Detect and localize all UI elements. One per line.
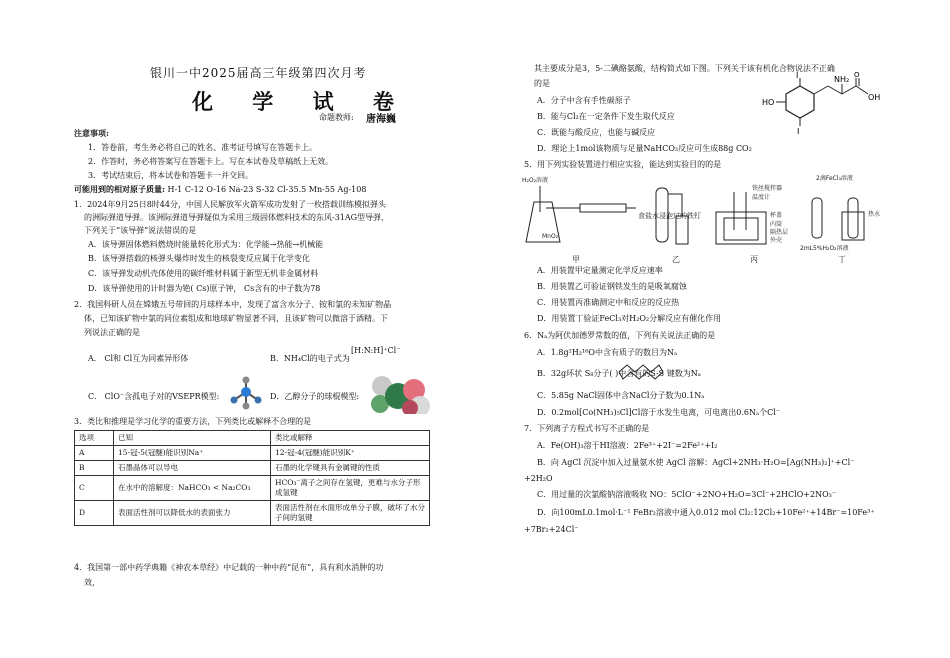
table-header-row [75,431,430,446]
note-item: 1．答卷前，考生务必将自己的姓名、准考证号填写在答题卡上。 [88,143,318,152]
nh4cl-electron-formula: [H:N:H]⁺Cl⁻ [351,346,401,355]
label-h2o2b: 2mL5%H₂O₂溶液 [800,245,849,252]
q5-option-c: C．用装置丙准确测定中和反应的反应热 [537,298,680,307]
q4-option-c: C．既能与酸反应，也能与碱反应 [537,128,656,137]
q1-option-c: C．该导弹发动机壳体使用的碳纤维材料属于新型无机非金属材料 [88,269,319,278]
q6-option-a: A．1.8g²H₂¹⁶O中含有质子的数目为Nₐ [537,348,678,357]
label-inner: 内筒 [770,221,783,228]
q7-option-a: A．Fe(OH)₃溶于HI溶液：2Fe³⁺+2I⁻=2Fe²⁺+I₂ [537,441,718,450]
s8-ring-icon [617,362,665,382]
label-h2o2: H₂O₂溶液 [522,177,549,184]
struct-atom-label: NH₂ [834,75,850,84]
table-cell: 石墨晶体可以导电 [114,461,271,476]
q6-option-d: D．0.2mol[Co(NH₃)₅Cl]Cl溶于水发生电离，可电离出0.6Nₐ个Cl⁻ [537,408,780,417]
label-insul: 隔热层 [770,229,789,236]
q7-option-d: D．向100mL0.1mol·L⁻¹ FeBr₂溶液中通入0.012 mol Cl₂:12Cl₂+10Fe²⁺+14Br⁻=10Fe³⁺ [537,508,875,517]
q1-option-a: A．该导弹固体燃料燃烧时能量转化形式为：化学能→热能→机械能 [88,240,324,249]
atomic-mass-label: 可能用到的相对原子质量: [74,184,165,194]
q4-stem-line: 效， [84,578,100,587]
subject-title: 化 学 试 卷 [192,89,410,114]
q4-stem-line: 4．我国第一部中药学典籍《神农本草经》中记载的一种中药“昆布”，具有利水消肿的功 [74,563,384,572]
table-cell: 在水中的溶解度：NaHCO₃ < Na₂CO₃ [114,476,271,501]
caption-yi: 乙 [672,255,680,264]
author-label: 命题教师: [319,113,354,122]
diiodotyrosine-structure [760,72,900,134]
q7-option-b-cont: +2H₂O [524,474,553,483]
ethanol-ball-stick-model [368,372,432,414]
q1-option-d: D．该导弹使用的计时器为铯( Cs)原子钟， Cs含有的中子数为78 [88,284,321,293]
table-cell: D [75,501,114,526]
table-cell: A [75,446,114,461]
q5-apparatus-figure [520,172,890,264]
q3-stem: 3．类比和推理是学习化学的重要方法，下列类比或解释不合理的是 [74,417,312,426]
q2-stem-line: 体，已知该矿物中氯的同位素组成和地球矿物显著不同，且该矿物可以微溶于酒精。下 [84,314,388,323]
struct-atom-label: HO [762,98,775,107]
exam-title: 银川一中2025届高三年级第四次月考 [150,66,367,80]
q7-option-d-cont: +7Br₂+24Cl⁻ [524,525,579,534]
q1-stem-line: 下列关于“该导弹”说法错误的是 [84,226,197,235]
label-fecl3: 2滴FeCl₃溶液 [816,175,853,182]
caption-jia: 甲 [572,255,580,264]
notes-heading: 注意事项: [74,128,109,138]
q4-option-d: D．理论上1mol该物质与足量NaHCO₃反应可生成88g CO₂ [537,144,752,153]
table-header: 已知 [114,431,271,446]
table-cell: 15-冠-5(冠醚)能识别Na⁺ [114,446,271,461]
q5-stem: 5．用下列实验装置进行相应实验，能达到实验目的的是 [524,160,722,169]
q6-stem: 6．Nₐ为阿伏加德罗常数的值，下列有关说法正确的是 [524,331,716,340]
note-item: 2．作答时，务必将答案写在答题卡上。写在本试卷及草稿纸上无效。 [88,157,334,166]
label-nail: 食盐水浸泡过的铁钉 [638,212,701,220]
q4-cont-line: 其主要成分是3，5-二碘酪氨酸，结构简式如下图。下列关于该有机化合物说法不正确 [534,64,835,73]
label-hotwater: 热水 [868,211,881,218]
label-mno2: MnO₂ [542,233,559,240]
table-cell: C [75,476,114,501]
q7-option-b: B．向 AgCl 沉淀中加入过量氨水使 AgCl 溶解：AgCl+2NH₃·H₂O=[Ag(NH₃)₂]⁺+Cl⁻ [537,458,855,467]
q7-option-c: C．用过量的次氯酸钠溶液吸收 NO：5ClO⁻+2NO+H₂O=3Cl⁻+2HClO+2NO₃⁻ [537,490,837,499]
q4-option-b: B．能与Cl₂在一定条件下发生取代反应 [537,112,675,121]
struct-atom-label: I [797,127,800,134]
q1-stem-line: 1．2024年9月25日8时44分，中国人民解放军火箭军成功发射了一枚搭载训练模拟弹头 [74,200,386,209]
q2-option-a: A． Cl和 Cl互为同素异形体 [88,354,189,363]
table-cell: 表面活性剂可以降低水的表面张力 [114,501,271,526]
table-cell: 石墨的化学键具有金属键的性质 [271,461,430,476]
q6-option-b: B．32g环状 S₈分子( )中含有的S-S 键数为Nₐ [537,369,701,378]
atomic-mass-values: H-1 C-12 O-16 Na-23 S-32 Cl-35.5 Mn-55 Ag-108 [167,185,367,194]
table-header: 类比或解释 [271,431,430,446]
q5-option-a: A．用装置甲定量测定化学反应速率 [537,266,663,275]
struct-atom-label: O [854,72,860,79]
label-thermo: 温度计 [752,194,771,201]
caption-bing: 丙 [750,255,758,264]
q2-stem-line: 列说法正确的是 [84,328,140,337]
q1-stem-line: 的洲际弹道导弹。该洲际弹道导弹疑似为采用三级固体燃料技术的东风-31AG型导弹， [84,213,390,222]
q4-option-a: A．分子中含有手性碳原子 [537,96,631,105]
q2-option-d: D．乙醇分子的球棍模型: [270,392,360,401]
q1-option-b: B．该导弹搭载的核弹头爆炸时发生的核裂变反应属于化学变化 [88,254,310,263]
table-row [75,501,430,526]
vsepr-model-image [226,376,266,410]
q6-option-c: C．5.85g NaCl固体中含NaCl分子数为0.1Nₐ [537,391,705,400]
table-cell: 12-冠-4(冠醚)能识别K⁺ [271,446,430,461]
caption-ding: 丁 [838,255,846,264]
struct-atom-label: I [796,72,799,80]
q7-stem: 7．下列离子方程式书写不正确的是 [524,424,650,433]
table-header: 选项 [75,431,114,446]
table-cell: B [75,461,114,476]
struct-atom-label: OH [868,93,881,102]
q4-cont-line: 的是 [534,79,550,88]
table-row [75,476,430,501]
q2-stem-line: 2．我国科研人员在嫦娥五号带回的月球样本中，发现了富含水分子、铵和氯的未知矿物晶 [74,300,392,309]
table-row [75,461,430,476]
q3-table [74,430,430,526]
table-cell: 表面活性剂在水面形成单分子膜，破坏了水分子间的氢键 [271,501,430,526]
table-cell: HCO₃⁻离子之间存在氢键，更难与水分子形成氢键 [271,476,430,501]
q5-option-d: D．用装置丁验证FeCl₃对H₂O₂分解反应有催化作用 [537,314,722,323]
q2-option-c: C． ClO⁻含孤电子对的VSEPR模型: [88,392,220,401]
label-stirrer: 铁丝搅拌器 [752,185,783,192]
q5-option-b: B．用装置乙可验证钢铁发生的是吸氧腐蚀 [537,282,687,291]
label-outer: 外壳 [770,237,783,244]
table-row [75,446,430,461]
q2-option-b: B．NH₄Cl的电子式为 [270,354,350,363]
note-item: 3．考试结束后，将本试卷和答题卡一并交回。 [88,171,254,180]
author-name: 唐海巍 [366,114,396,125]
label-cup: 杯盖 [770,212,783,219]
